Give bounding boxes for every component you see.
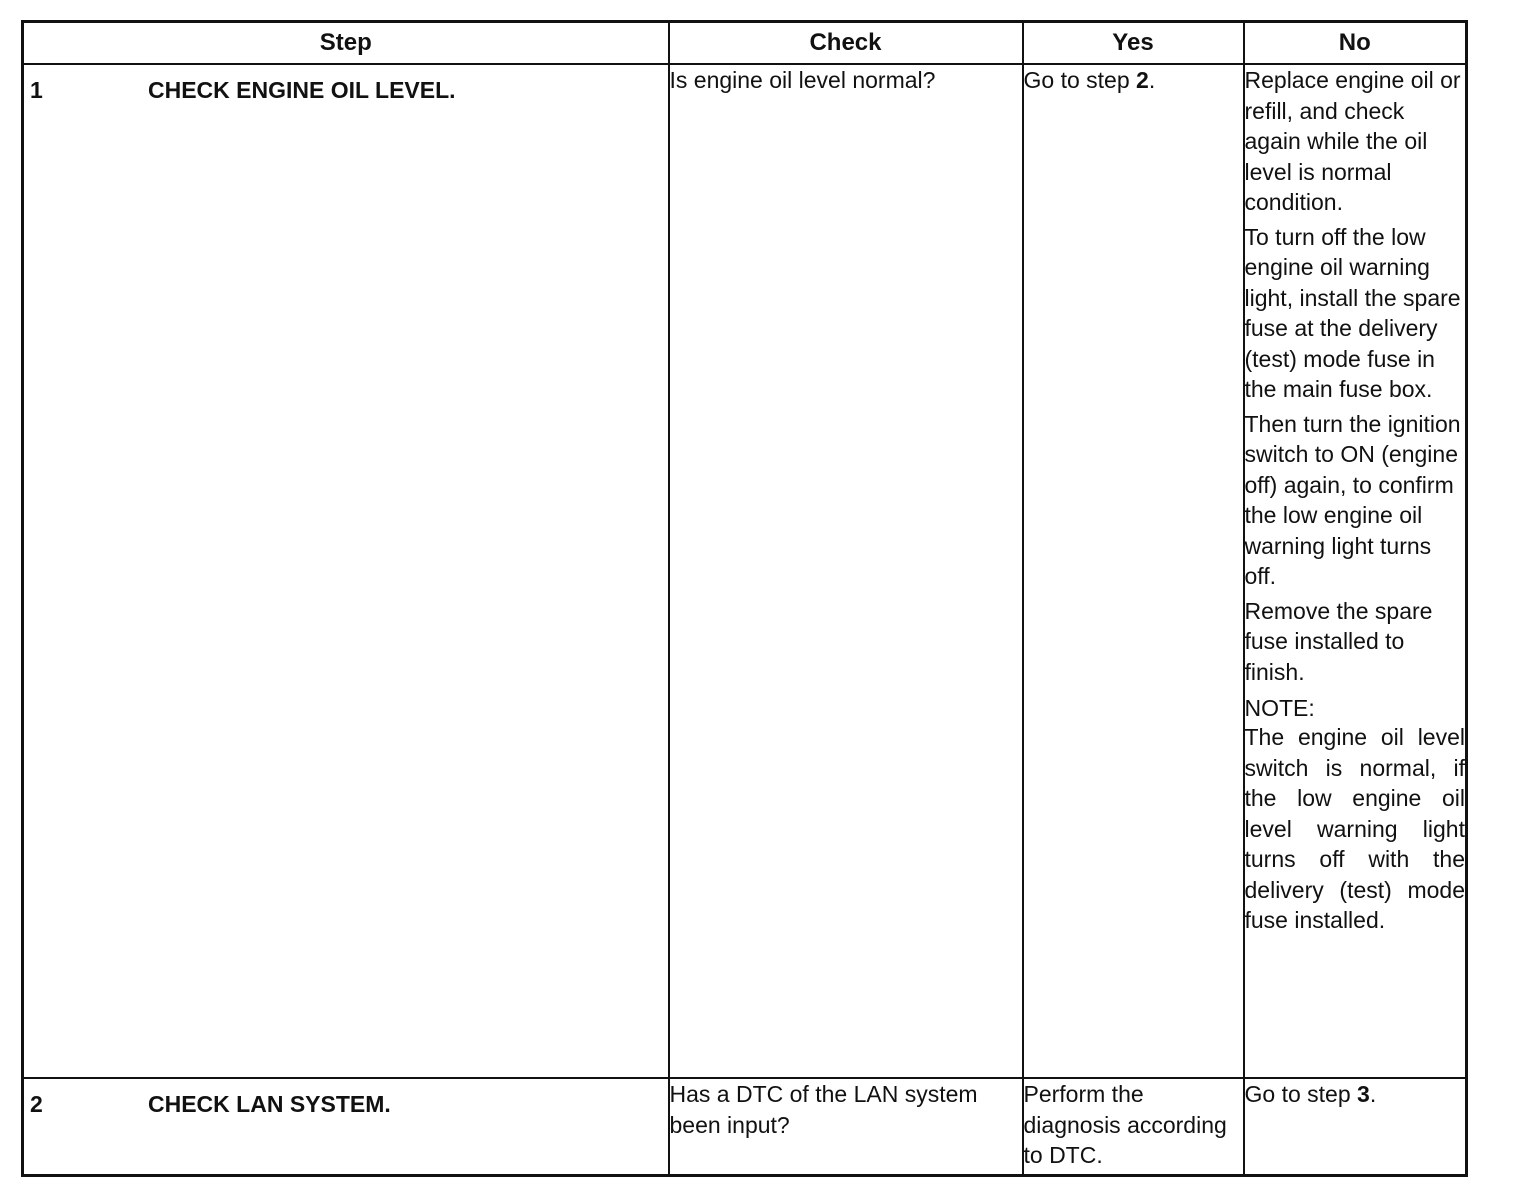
- yes-cell: [1023, 1078, 1244, 1176]
- step-cell: [23, 64, 669, 1078]
- table-row: [23, 1078, 1467, 1176]
- note-label: NOTE:: [1244, 695, 1315, 721]
- no-paragraph: To turn off the low engine oil warning light, install the spare fuse at the delivery (test) mode fuse in the main fuse box.: [1244, 223, 1461, 402]
- check-cell: [669, 64, 1023, 1078]
- check-cell: [669, 1078, 1023, 1176]
- step-number: 2: [30, 1091, 43, 1117]
- no-text-prefix: Go to step: [1244, 1081, 1358, 1107]
- yes-cell: [1023, 64, 1244, 1078]
- header-check: Check: [669, 22, 1023, 65]
- step-cell: [23, 1078, 669, 1176]
- yes-text-prefix: Go to step: [1023, 67, 1137, 93]
- header-step: Step: [23, 22, 669, 65]
- no-cell: [1244, 1078, 1467, 1176]
- yes-step-ref: 2: [1136, 67, 1149, 93]
- yes-text: Perform the diagnosis according to DTC.: [1023, 1081, 1227, 1168]
- header-no: No: [1244, 22, 1467, 65]
- note-text: The engine oil level switch is normal, if the low engine oil level warning light turns off with the delivery (test) mode fuse installed.: [1244, 724, 1465, 933]
- no-paragraph: Replace engine oil or refill, and check again while the oil level is normal condition.: [1244, 67, 1461, 215]
- diagnostic-table: [21, 20, 1468, 1177]
- table-header-row: [23, 22, 1467, 65]
- no-step-ref: 3: [1357, 1081, 1370, 1107]
- step-number: 1: [30, 77, 43, 103]
- table-row: [23, 64, 1467, 1078]
- header-yes: Yes: [1023, 22, 1244, 65]
- no-cell: [1244, 64, 1467, 1078]
- step-title: CHECK ENGINE OIL LEVEL.: [148, 77, 456, 103]
- no-paragraph: Then turn the ignition switch to ON (engine off) again, to confirm the low engine oil warning light turns off.: [1244, 410, 1461, 589]
- no-text-suffix: .: [1369, 1081, 1377, 1107]
- check-text: Has a DTC of the LAN system been input?: [669, 1081, 978, 1138]
- no-paragraph: Remove the spare fuse installed to finish.: [1244, 597, 1433, 685]
- step-title: CHECK LAN SYSTEM.: [148, 1091, 391, 1117]
- yes-text-suffix: .: [1148, 67, 1156, 93]
- check-text: Is engine oil level normal?: [669, 67, 936, 93]
